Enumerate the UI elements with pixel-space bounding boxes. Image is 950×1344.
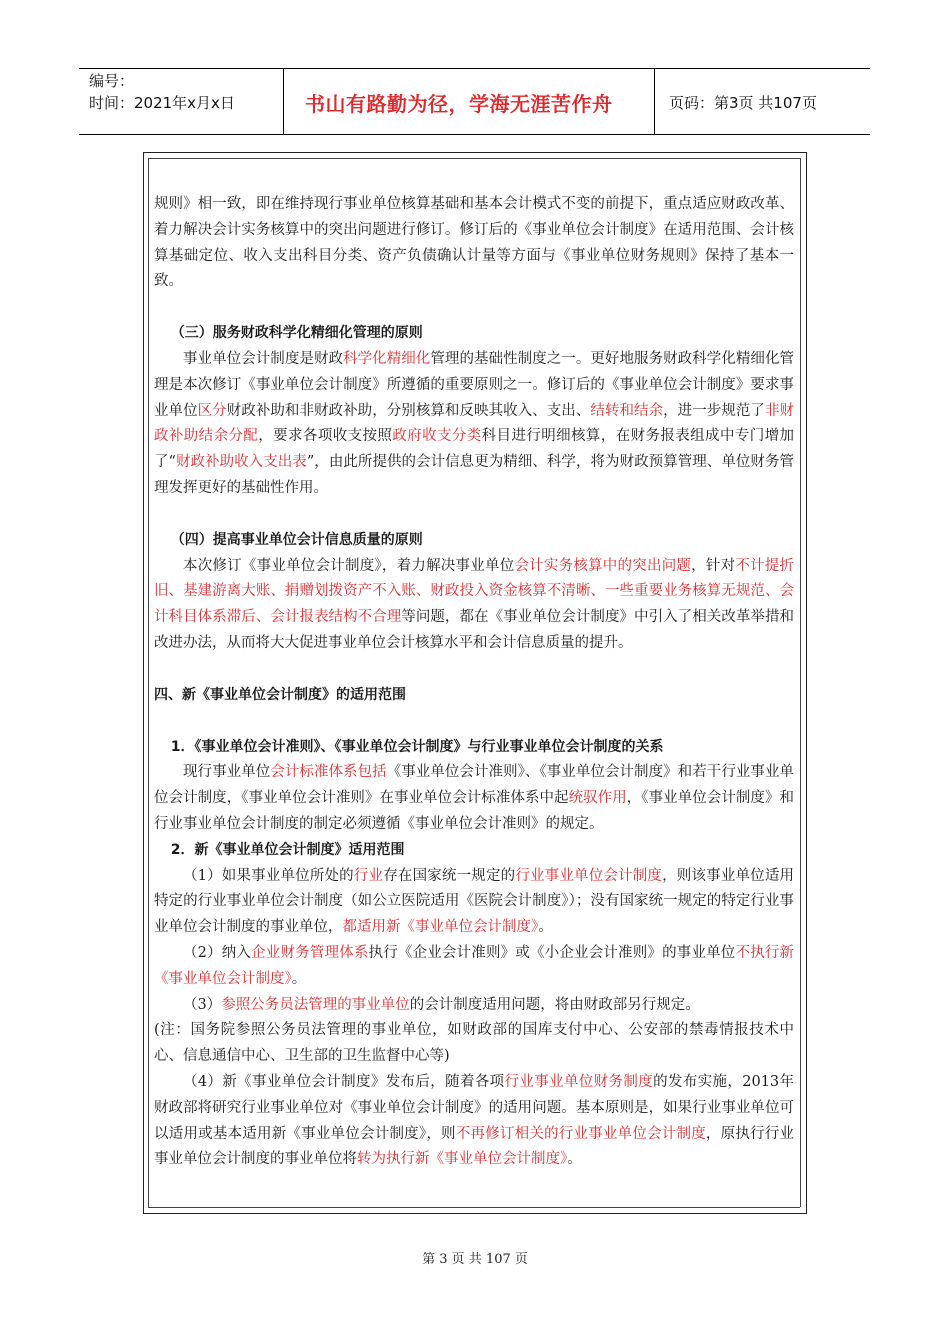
chapter-heading: 四、新《事业单位会计制度》的适用范围 bbox=[154, 686, 406, 703]
highlight: 会计实务核算中的突出问题 bbox=[514, 557, 692, 574]
highlight: 会计标准体系包括 bbox=[270, 764, 387, 781]
highlight: 转为执行新《事业单位会计制度》 bbox=[357, 1151, 568, 1168]
list-item: （4）新《事业单位会计制度》发布后，随着各项行业事业单位财务制度的发布实施，2013年财政部将研究行业事业单位对《事业单位会计制度》的适用问题。基本原则是，如果行业事业单位可以适用或基本适用新《事业单位会计制度》，则不再修订相关的行业事业单位会计制度，原执行行业事业单位会计制度的事业单位将转为执行新《事业单位会计制度》。 bbox=[154, 1073, 794, 1168]
frame-inner-rule bbox=[148, 158, 800, 159]
frame-inner-rule bbox=[148, 1207, 800, 1208]
header-divider bbox=[654, 68, 655, 135]
highlight: 不执行新《事业单位会计制度》 bbox=[154, 944, 795, 987]
highlight: 结转和结余 bbox=[590, 402, 664, 419]
document-body bbox=[154, 192, 794, 1173]
highlight: 区分 bbox=[197, 402, 227, 419]
header-bottom-rule bbox=[79, 134, 870, 135]
header-motto: 书山有路勤为径，学海无涯苦作舟 bbox=[305, 92, 613, 116]
highlight: 科学化精细化 bbox=[343, 350, 431, 367]
paragraph: 事业单位会计制度是财政科学化精细化管理的基础性制度之一。更好地服务财政科学化精细化管理是本次修订《事业单位会计制度》所遵循的重要原则之一。修订后的《事业单位会计制度》要求事业单位区分财政补助和非财政补助，分别核算和反映其收入、支出、结转和结余，进一步规范了非财政补助结余分配，要求各项收支按照政府收支分类科目进行明细核算，在财务报表组成中专门增加了“财政补助收入支出表”，由此所提供的会计信息更为精细、科学，将为财政预算管理、单位财务管理发挥更好的基础性作用。 bbox=[154, 350, 795, 496]
section-heading: （三）服务财政科学化精细化管理的原则 bbox=[170, 325, 423, 342]
date-label: 时间：2021年x月x日 bbox=[89, 94, 235, 112]
list-item: （2）纳入企业财务管理体系执行《企业会计准则》或《小企业会计准则》的事业单位不执行新《事业单位会计制度》。 bbox=[154, 944, 795, 987]
page-header bbox=[79, 68, 870, 136]
header-top-rule bbox=[79, 68, 870, 69]
header-meta bbox=[89, 70, 235, 114]
paragraph: 本次修订《事业单位会计制度》，着力解决事业单位会计实务核算中的突出问题，针对不计提折旧、基建游离大账、捐赠划拨资产不入账、财政投入资金核算不清晰、一些重要业务核算无规范、会计科目体系滞后、会计报表结构不合理等问题，都在《事业单位会计制度》中引入了相关改革举措和改进办法，从而将大大促进事业单位会计核算水平和会计信息质量的提升。 bbox=[154, 557, 795, 651]
highlight: 行业事业单位会计制度 bbox=[515, 867, 663, 884]
highlight: 政府收支分类 bbox=[392, 428, 482, 445]
highlight: 统驭作用 bbox=[568, 790, 627, 807]
note: (注：国务院参照公务员法管理的事业单位，如财政部的国库支付中心、公安部的禁毒情报技术中心、信息通信中心、卫生部的卫生监督中心等) bbox=[154, 1022, 794, 1065]
highlight: 参照公务员法管理的事业单位 bbox=[221, 996, 410, 1013]
highlight: 不计提折旧、基建游离大账、捐赠划拨资产不入账、财政投入资金核算不清晰、一些重要业务核算无规范、会计科目体系滞后、会计报表结构不合理 bbox=[154, 557, 795, 626]
subsection-heading: 1．《事业单位会计准则》、《事业单位会计制度》与行业事业单位会计制度的关系 bbox=[170, 738, 664, 755]
frame-inner-rule bbox=[800, 158, 801, 1207]
paragraph: 现行事业单位会计标准体系包括《事业单位会计准则》、《事业单位会计制度》和若干行业事业单位会计制度，《事业单位会计准则》在事业单位会计标准体系中起统驭作用，《事业单位会计制度》和行业事业单位会计制度的制定必须遵循《事业单位会计准则》的规定。 bbox=[154, 764, 795, 832]
highlight: 行业事业单位财务制度 bbox=[504, 1073, 654, 1090]
paragraph: 规则》相一致，即在维持现行事业单位核算基础和基本会计模式不变的前提下，重点适应财政改革、着力解决会计实务核算中的突出问题进行修订。修订后的《事业单位会计制度》在适用范围、会计核算基础定位、收入支出科目分类、资产负债确认计量等方面与《事业单位财务规则》保持了基本一致。 bbox=[154, 196, 794, 290]
list-item: （1）如果事业单位所处的行业存在国家统一规定的行业事业单位会计制度，则该事业单位适用特定的行业事业单位会计制度（如公立医院适用《医院会计制度》）；没有国家统一规定的特定行业事业单位会计制度的事业单位，都适用新《事业单位会计制度》。 bbox=[154, 867, 795, 936]
highlight: 行业 bbox=[353, 867, 384, 884]
header-page-number: 页码：第3页 共107页 bbox=[669, 94, 817, 112]
page-footer: 第 3 页 共 107 页 bbox=[422, 1252, 528, 1267]
highlight: 都适用新《事业单位会计制度》 bbox=[342, 919, 539, 936]
list-item: （3）参照公务员法管理的事业单位的会计制度适用问题，将由财政部另行规定。 bbox=[183, 996, 700, 1013]
frame-inner-rule bbox=[148, 158, 149, 1207]
highlight: 非财政补助结余分配 bbox=[154, 402, 795, 445]
number-label: 编号： bbox=[89, 72, 135, 90]
subsection-heading: 2．新《事业单位会计制度》适用范围 bbox=[170, 841, 405, 858]
highlight: 企业财务管理体系 bbox=[251, 944, 369, 961]
highlight: 不再修订相关的行业事业单位会计制度 bbox=[455, 1125, 706, 1142]
highlight: 财政补助收入支出表 bbox=[175, 454, 307, 471]
section-heading: （四）提高事业单位会计信息质量的原则 bbox=[170, 531, 423, 548]
header-divider bbox=[283, 68, 284, 135]
